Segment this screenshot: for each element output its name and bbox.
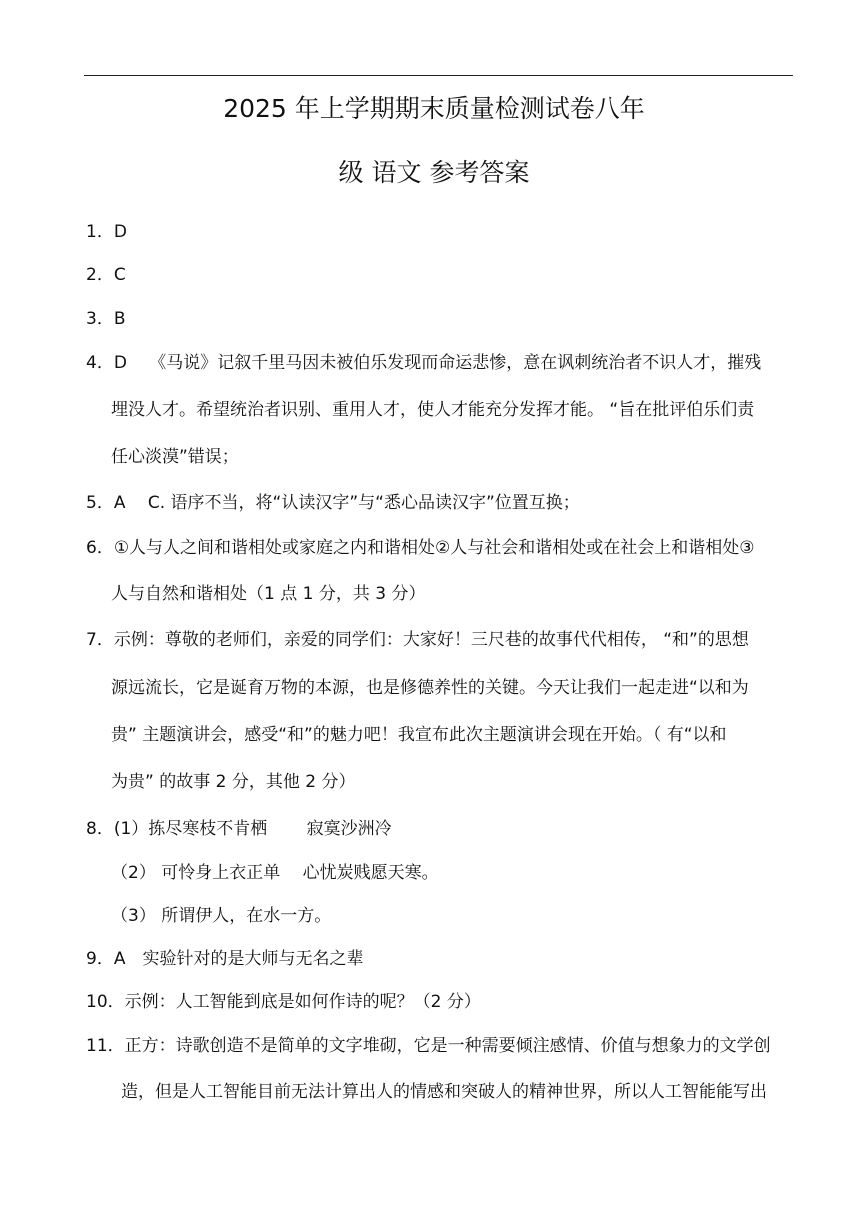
answer-3: 3．B <box>86 309 126 329</box>
page-title-line-1: 2025 年上学期期末质量检测试卷八年 <box>223 94 645 123</box>
answer-2: 2．C <box>86 265 126 285</box>
answer-7-line-3: 贵” 主题演讲会，感受“和”的魅力吧！我宣布此次主题演讲会现在开始。（ 有“以和 <box>111 725 727 745</box>
page-title-line-2: 级 语文 参考答案 <box>338 158 530 187</box>
answer-7-line-1: 7．示例：尊敬的老师们，亲爱的同学们：大家好！三尺巷的故事代代相传， “和”的思想 <box>86 630 749 650</box>
answer-6-line-2: 人与自然和谐相处（1 点 1 分，共 3 分） <box>111 584 426 604</box>
answer-7-line-2: 源远流长，它是诞育万物的本源，也是修德养性的关键。今天让我们一起走进“以和为 <box>111 678 749 698</box>
answer-9: 9．A 实验针对的是大师与无名之辈 <box>86 949 364 969</box>
answer-10: 10．示例：人工智能到底是如何作诗的呢？（2 分） <box>86 992 481 1012</box>
answer-8-line-1: 8．(1）拣尽寒枝不肯栖 寂寞沙洲冷 <box>86 819 392 839</box>
header-rule <box>84 75 793 76</box>
answer-5: 5．A C. 语序不当，将“认读汉字”与“悉心品读汉字”位置互换； <box>86 493 580 513</box>
answer-8-line-3: （3） 所谓伊人，在水一方。 <box>111 906 332 926</box>
answer-4-line-1: 4．D 《马说》记叙千里马因未被伯乐发现而命运悲惨，意在讽刺统治者不识人才，摧残 <box>86 353 762 373</box>
answer-4-line-2: 埋没人才。希望统治者识别、重用人才，使人才能充分发挥才能。 “旨在批评伯乐们责 <box>111 400 755 420</box>
answer-8-line-2: （2） 可怜身上衣正单 心忧炭贱愿天寒。 <box>111 863 439 883</box>
answer-6-line-1: 6．①人与人之间和谐相处或家庭之内和谐相处②人与社会和谐相处或在社会上和谐相处③ <box>86 538 755 558</box>
answer-4-line-3: 任心淡漠”错误； <box>111 447 239 467</box>
answer-7-line-4: 为贵” 的故事 2 分，其他 2 分） <box>111 772 356 792</box>
answer-11-line-1: 11．正方：诗歌创造不是简单的文字堆砌，它是一种需要倾注感情、价值与想象力的文学创 <box>86 1036 771 1056</box>
answer-11-line-2: 造，但是人工智能目前无法计算出人的情感和突破人的精神世界，所以人工智能能写出 <box>121 1082 767 1102</box>
answer-1: 1．D <box>86 222 127 242</box>
